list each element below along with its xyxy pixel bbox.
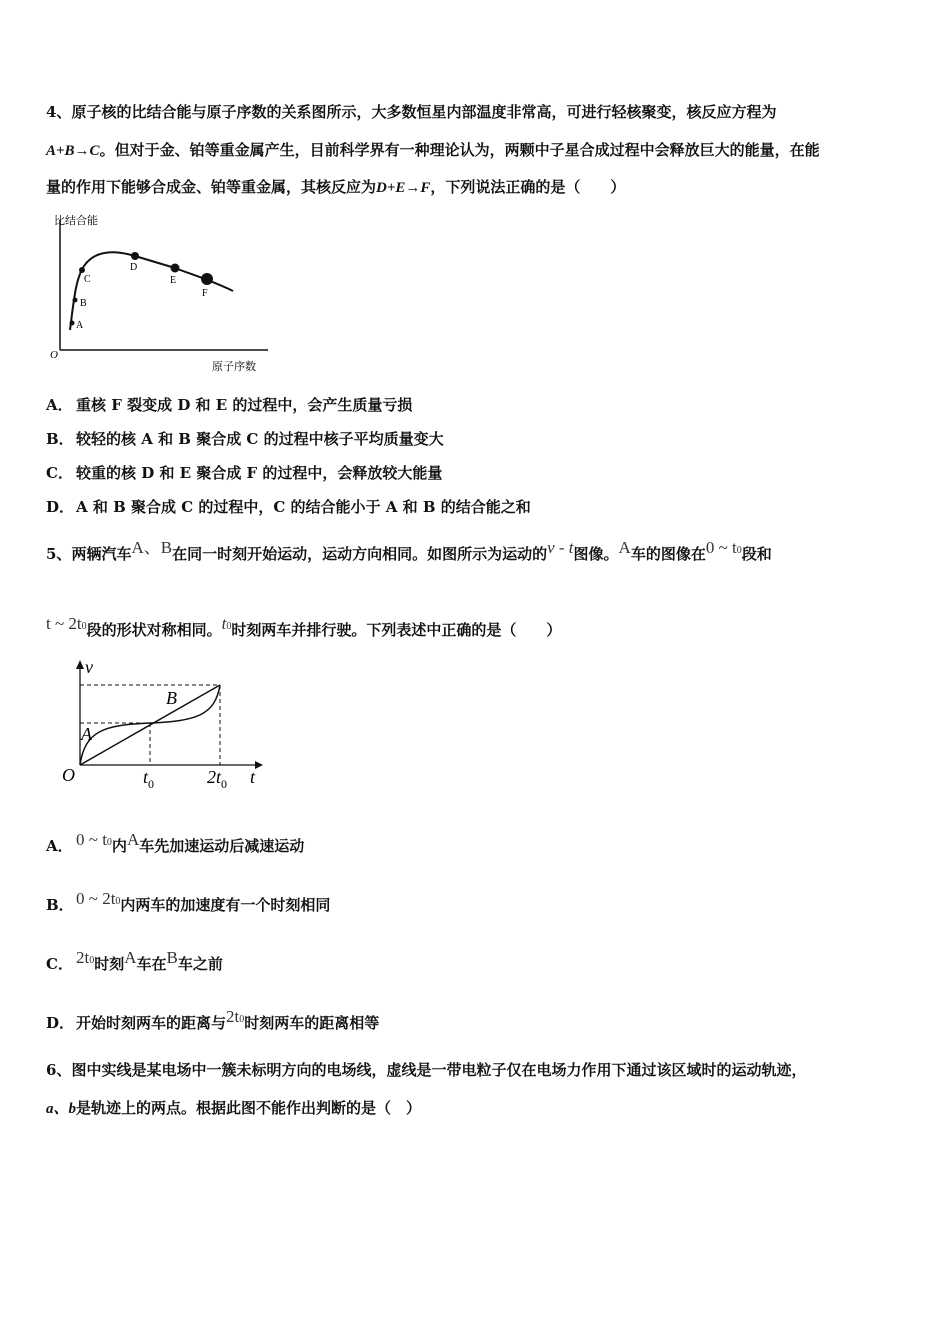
q4-text-line3-post: ，下列说法正确的是（ ） [430,178,626,196]
q5-option-d [46,1007,380,1036]
q5-option-c-text: 时刻 [94,955,125,973]
q4-text-line2: 。但对于金、铂等重金属产生，目前科学界有一种理论认为，两颗中子星合成过程中会释放巨大的能量，在能 [99,141,820,159]
q5-label-v: v [85,657,93,677]
q5-option-c-math-car-a: A [124,948,137,967]
q5-text-2: 在同一时刻开始运动，运动方向相同。如图所示为运动的 [172,545,548,563]
q5-math-0-t0 [706,538,742,557]
q5-label-a: A [81,724,92,744]
q6-points-ab: a、b [46,1101,77,1117]
q5-vt-graph [55,655,270,795]
q5-text-4: 车的图像在 [630,545,706,563]
q4-point-d [131,252,139,260]
q5-option-d-pre: 开始时刻两车的距离与 [76,1014,227,1032]
q5-option-a-math-text: 0 ~ t [76,830,107,849]
q4-label-c: C [84,274,91,285]
q5-option-a-math [76,830,112,849]
q5-label-2t0-sub: 0 [221,777,228,791]
q5-math-t0-text: t [221,614,227,633]
q4-label-f: F [202,288,208,299]
q6-text-line1: 图中实线是某电场中一簇未标明方向的电场线，虚线是一带电粒子仅在电场力作用下通过该区域时的运动轨迹， [71,1061,807,1079]
q5-label-2t0 [207,767,227,791]
q5-math-vt-text: v - t [547,538,574,557]
q4-label-e: E [170,275,177,286]
q5-label-origin: O [62,765,75,785]
q4-point-b [73,298,78,303]
q5-text-5: 段和 [741,545,772,563]
q5-option-b-label: B． [46,896,74,914]
q5-math-a: A [618,538,631,557]
q5-option-c-math-sub: 0 [89,955,95,966]
q5-option-c-text2: 车在 [136,955,167,973]
q4-option-c-text: 较重的核 D 和 E 聚合成 F 的过程中，会释放较大能量 [76,464,443,482]
q4-option-c-label: C． [46,464,73,482]
q5-option-a-label: A． [46,837,73,855]
q5-option-c-math [76,948,94,967]
q5-option-c-text3: 车之前 [177,955,223,973]
q5-text-3: 图像。 [573,545,619,563]
q5-v-axis-arrow [76,660,84,669]
q5-math-t0-2t0-sub: 0 [81,621,87,632]
q4-number: 4、 [46,103,72,121]
q5-t-axis-arrow [255,761,263,769]
q4-label-a: A [76,320,84,331]
q5-option-b-math-text: 0 ~ 2t [76,889,116,908]
q6-line1 [46,1060,806,1080]
q4-option-d-label: D． [46,498,75,516]
q4-curve [70,252,233,330]
q5-number: 5、 [46,545,72,563]
q4-option-a [46,395,412,415]
q4-option-d [46,497,531,517]
q4-point-f [201,273,213,285]
q5-option-b-math-sub: 0 [115,896,121,907]
q5-option-c [46,948,223,977]
q4-option-a-label: A． [46,396,73,414]
q4-line2 [46,140,820,161]
q4-equation-2: D+E→F [376,180,431,196]
q5-math-0-t0-sub: 0 [736,545,742,556]
q4-point-c [79,267,85,273]
q4-option-c [46,463,442,483]
q5-math-t0-sub: 0 [226,621,232,632]
q4-text-line3-pre: 量的作用下能够合成金、铂等重金属，其核反应为 [46,178,377,196]
q4-label-b: B [80,298,87,309]
q4-option-b-label: B． [46,430,74,448]
q5-label-t0-text: t [143,767,149,787]
q5-option-d-math-text: 2t [226,1007,240,1026]
q5-math-t0-2t0-text: t ~ 2t [46,614,82,633]
q5-option-c-label: C． [46,955,73,973]
q5-option-d-math-sub: 0 [239,1014,245,1025]
q4-option-b-text: 较轻的核 A 和 B 聚合成 C 的过程中核子平均质量变大 [76,430,444,448]
q5-option-a-math-car: A [126,830,140,849]
q5-option-c-math-car-b: B [166,948,178,967]
q5-option-b [46,889,331,918]
q5-math-ab: A、B [131,538,173,557]
q4-equation-1: A+B→C [46,143,100,159]
q5-label-b: B [166,688,177,708]
q5-option-d-math [226,1007,244,1026]
q5-math-t0-2t0 [46,614,87,633]
q5-label-t: t [250,767,256,787]
q4-line3 [46,177,625,198]
q5-option-b-math [76,889,120,908]
q5-label-t0 [143,767,154,791]
q5-option-d-label: D． [46,1014,75,1032]
q5-option-c-math-text: 2t [76,948,90,967]
q5-math-vt [547,538,573,557]
q5-line1 [46,538,772,567]
q5-text-6: 段的形状对称相同。 [86,621,222,639]
q5-option-b-text: 内两车的加速度有一个时刻相同 [120,896,331,914]
q6-line2 [46,1098,421,1119]
q4-option-b [46,429,444,449]
q4-binding-energy-graph [40,208,280,378]
q4-point-e [171,264,180,273]
q5-line2 [46,614,562,643]
q4-point-a [70,321,75,326]
q5-text-7: 时刻两车并排行驶。下列表述中正确的是（ ） [231,621,562,639]
q4-line1 [46,102,776,122]
q5-math-t0 [222,614,232,633]
q5-option-a-text2: 车先加速运动后减速运动 [139,837,305,855]
q5-option-a-text: 内 [111,837,127,855]
q5-text-1: 两辆汽车 [71,545,132,563]
q4-origin-label: O [50,349,58,361]
q4-y-axis-label: 比结合能 [54,215,98,227]
q4-x-axis-label: 原子序数 [212,361,256,373]
q5-option-d-text: 时刻两车的距离相等 [244,1014,380,1032]
q4-option-a-text: 重核 F 裂变成 D 和 E 的过程中，会产生质量亏损 [76,396,413,414]
q6-number: 6、 [46,1061,72,1079]
q5-label-2t0-text: 2t [207,767,222,787]
q5-math-0-t0-text: 0 ~ t [705,538,737,557]
q5-option-a [46,830,305,859]
q5-label-t0-sub: 0 [148,777,155,791]
q6-text-line2: 是轨迹上的两点。根据此图不能作出判断的是（ ） [76,1099,422,1117]
q5-option-a-math-sub: 0 [106,837,112,848]
q4-label-d: D [130,262,138,273]
q4-text-line1: 原子核的比结合能与原子序数的关系图所示，大多数恒星内部温度非常高，可进行轻核聚变，核反应方程为 [71,103,777,121]
q4-option-d-text: A 和 B 聚合成 C 的过程中，C 的结合能小于 A 和 B 的结合能之和 [76,498,531,516]
